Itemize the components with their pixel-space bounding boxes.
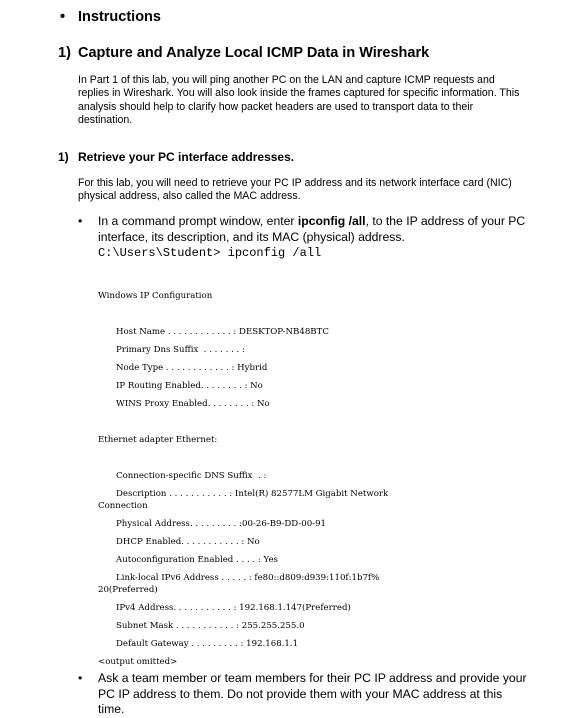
instructions-title: Instructions [78,9,161,25]
output-default-gateway: Default Gateway . . . . . . . . . : 192.168.1.1 [116,639,299,649]
output-autoconfig: Autoconfiguration Enabled . . . . : Yes [116,555,278,565]
bullet-icon: • [78,671,83,685]
bullet-text [98,214,528,245]
bullet-icon: • [60,9,66,25]
output-dhcp-enabled: DHCP Enabled. . . . . . . . . . . : No [116,537,260,547]
output-omitted: <output omitted> [98,657,178,667]
output-host-name: Host Name . . . . . . . . . . . . : DESKTOP-NB48BTC [116,327,329,337]
output-windows-ip-config: Windows IP Configuration [98,291,213,301]
output-conn-dns-suffix: Connection-specific DNS Suffix . : [116,471,267,481]
part-title: Capture and Analyze Local ICMP Data in Wireshark [78,45,430,61]
output-description-cont: Connection [98,501,148,511]
bullet-text-command: ipconfig /all [297,214,366,228]
command-line: C:\Users\Student> ipconfig /all [98,246,322,260]
output-description: Description . . . . . . . . . . . : Intel(R) 82577LM Gigabit Network [116,489,389,499]
output-ip-routing: IP Routing Enabled. . . . . . . . : No [116,381,263,391]
bullet-icon: • [78,214,83,228]
part-paragraph: In Part 1 of this lab, you will ping another PC on the LAN and capture ICMP requests and replies in Wireshark. You will also look inside the frames captured for specific information. This analysis should help to clarify how packet headers are used to transport data to their destination. [78,74,520,127]
step-number: 1) [58,150,69,164]
bullet-text: Ask a team member or team members for their PC IP address and provide your PC IP address to them. Do not provide them with your MAC address at this time. [98,671,527,716]
bullet-text-pre: In a command prompt window, enter [98,214,298,228]
output-link-local-cont: 20(Preferred) [98,585,158,595]
step-paragraph: For this lab, you will need to retrieve your PC IP address and its network interface card (NIC) physical address, also called the MAC address. [78,177,512,203]
output-physical-address: Physical Address. . . . . . . . . :00-26-B9-DD-00-91 [116,519,327,529]
output-node-type: Node Type . . . . . . . . . . . . : Hybrid [116,363,268,373]
output-ipv4: IPv4 Address. . . . . . . . . . . : 192.168.1.147(Preferred) [116,603,351,613]
output-primary-dns-suffix: Primary Dns Suffix . . . . . . . : [116,345,245,355]
part-number: 1) [58,45,71,61]
output-link-local: Link-local IPv6 Address . . . . . : fe80::d809:d939:110f:1b7f% [116,573,380,583]
output-ethernet-adapter: Ethernet adapter Ethernet: [98,435,218,445]
output-subnet-mask: Subnet Mask . . . . . . . . . . . : 255.255.255.0 [116,621,305,631]
bullet-text-post: , to the IP address of your PC interface, its description, and its MAC (physical) address. [98,214,526,244]
step-title: Retrieve your PC interface addresses. [78,150,295,164]
output-wins-proxy: WINS Proxy Enabled. . . . . . . . : No [116,399,270,409]
